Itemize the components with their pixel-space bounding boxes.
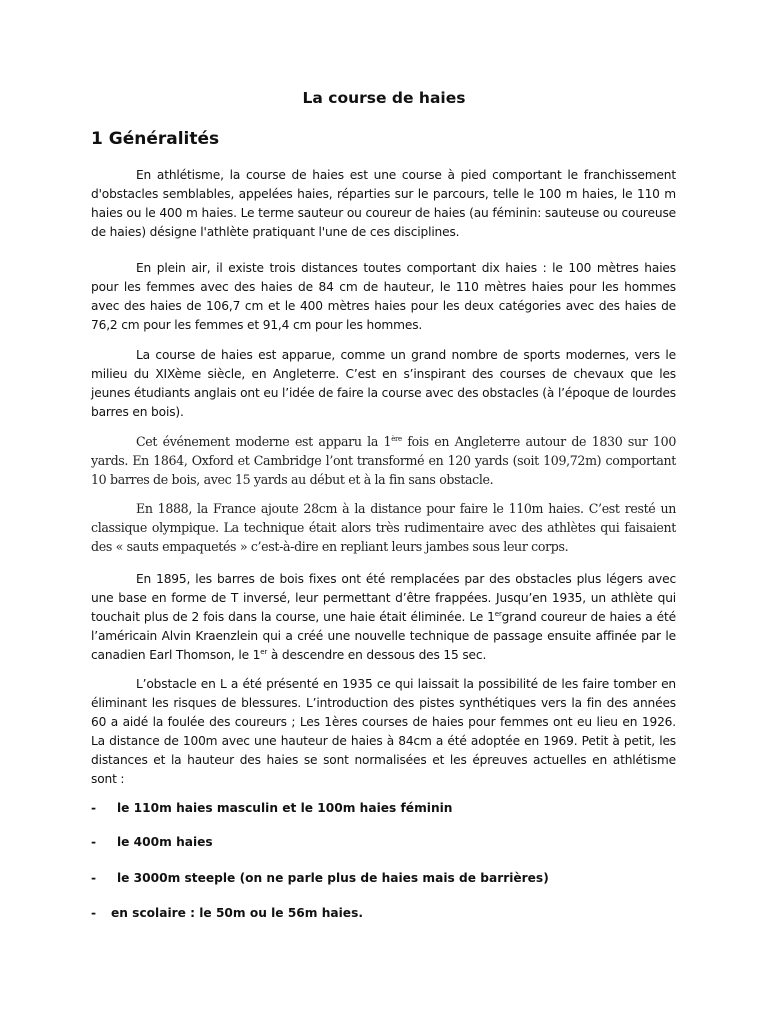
list-item-text: le 400m haies [117,835,213,849]
list-item [91,833,213,852]
list-item-text: le 110m haies masculin et le 100m haies féminin [117,801,453,815]
paragraph-1895-text-c: à descendre en dessous des 15 sec. [267,648,487,662]
superscript-er-2: er [260,648,268,656]
superscript-er-1: er [494,610,502,618]
list-item-text: en scolaire : le 50m ou le 56m haies. [111,906,363,920]
paragraph-1895-text-b: grand coureur de haies a été l’américain Alvin Kraenzlein qui a créé une nouvelle technique de passage ensuite affinée par le canadien Earl Thomson, le 1 [91,610,676,662]
paragraph-1895-text-a: En 1895, les barres de bois fixes ont été remplacées par des obstacles plus légers avec une base en forme de T inversé, leur permettant d’être frappées. Jusqu’en 1935, un athlète qui touchait plus de 2 fois dans la course, une haie était éliminée. Le 1 [91,572,676,624]
paragraph-1895 [91,570,676,665]
paragraph-distances: En plein air, il existe trois distances toutes comportant dix haies : le 100 mètres haies pour les femmes avec des haies de 84 cm de hauteur, le 110 mètres haies pour les hommes avec des haies de 106,7 cm et le 400 mètres haies pour les deux catégories avec des haies de 76,2 cm pour les femmes et 91,4 cm pour les hommes. [91,261,676,332]
list-item [91,869,549,888]
paragraph-obstacle-l: L’obstacle en L a été présenté en 1935 ce qui laissait la possibilité de les faire tomber en éliminant les risques de blessures. L’introduction des pistes synthétiques vers la fin des années 60 a aidé la foulée des coureurs ; Les 1ères courses de haies pour femmes ont eu lieu en 1926. La distance de 100m avec une hauteur de haies à 84cm a été adoptée en 1969. Petit à petit, les distances et la hauteur des haies se sont normalisées et les épreuves actuelles en athlétisme sont : [91,677,676,786]
paragraph-1888: En 1888, la France ajoute 28cm à la distance pour faire le 110m haies. C’est resté un classique olympique. La technique était alors très rudimentaire avec des athlètes qui faisaient des « sauts empaquetés » c’est-à-dire en repliant leurs jambes sous leur corps. [91,501,676,554]
paragraph-intro: En athlétisme, la course de haies est une course à pied comportant le franchissement d'obstacles semblables, appelées haies, réparties sur le parcours, telle le 100 m haies, le 110 m haies ou le 400 m haies. Le terme sauteur ou coureur de haies (au féminin: sauteuse ou coureuse de haies) désigne l'athlète pratiquant l'une de ces disciplines. [91,168,676,239]
list-item [91,904,363,923]
paragraph-first-event [91,432,676,489]
paragraph-first-event-text-b: fois en Angleterre autour de 1830 sur 100 yards. En 1864, Oxford et Cambridge l’ont transformé en 120 yards (soit 109,72m) comportant 10 barres de bois, avec 15 yards au début et à la fin sans obstacle. [91,434,677,487]
list-item [91,799,452,818]
superscript-ere: ère [391,435,402,443]
list-bullet: - [91,801,97,815]
list-bullet: - [91,906,97,920]
list-item-text: le 3000m steeple (on ne parle plus de haies mais de barrières) [117,871,549,885]
document-title: La course de haies [302,89,466,107]
paragraph-first-event-text-a: Cet événement moderne est apparu la 1 [136,434,392,449]
section-heading: 1 Généralités [91,129,220,149]
paragraph-origins: La course de haies est apparue, comme un grand nombre de sports modernes, vers le milieu du XIXème siècle, en Angleterre. C’est en s’inspirant des courses de chevaux que les jeunes étudiants anglais ont eu l’idée de faire la course avec des obstacles (à l’époque de lourdes barres en bois). [91,348,676,419]
list-bullet: - [91,871,97,885]
list-bullet: - [91,835,97,849]
